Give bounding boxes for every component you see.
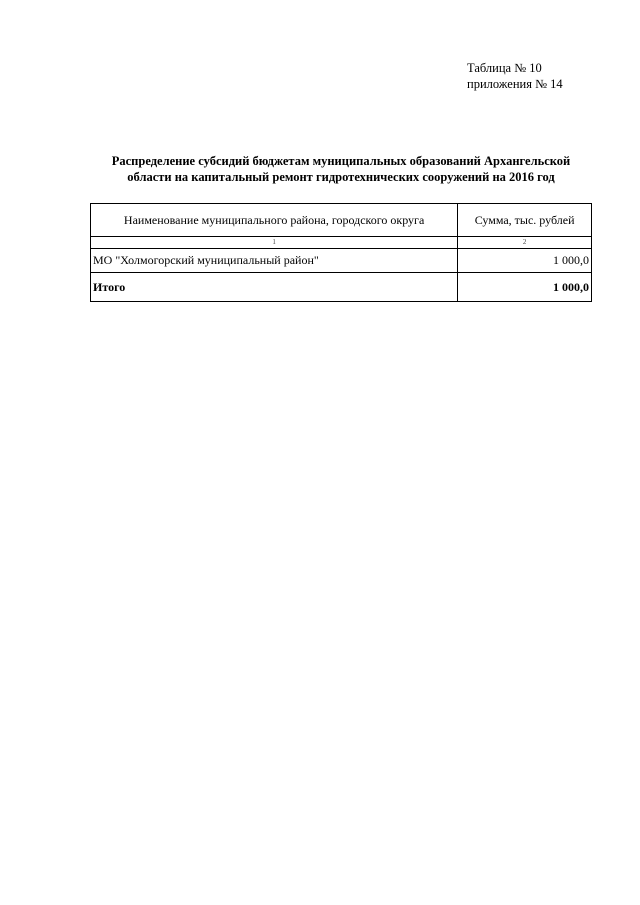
table-reference xyxy=(467,60,563,92)
row-amount: 1 000,0 xyxy=(458,249,592,273)
table-number: Таблица № 10 xyxy=(467,61,542,75)
table-row xyxy=(91,249,592,273)
document-title xyxy=(90,153,592,185)
subsidy-table xyxy=(90,203,592,302)
header-municipality: Наименование муниципального района, городского округа xyxy=(91,204,458,237)
total-amount: 1 000,0 xyxy=(458,273,592,302)
row-municipality: МО "Холмогорский муниципальный район" xyxy=(91,249,458,273)
column-number-row xyxy=(91,237,592,249)
total-row xyxy=(91,273,592,302)
title-line-2: области на капитальный ремонт гидротехнических сооружений на 2016 год xyxy=(127,170,555,184)
column-number-2: 2 xyxy=(458,237,592,249)
header-amount: Сумма, тыс. рублей xyxy=(458,204,592,237)
appendix-number: приложения № 14 xyxy=(467,77,563,91)
column-number-1: 1 xyxy=(91,237,458,249)
table-header-row xyxy=(91,204,592,237)
total-label: Итого xyxy=(91,273,458,302)
title-line-1: Распределение субсидий бюджетам муниципальных образований Архангельской xyxy=(111,154,571,168)
